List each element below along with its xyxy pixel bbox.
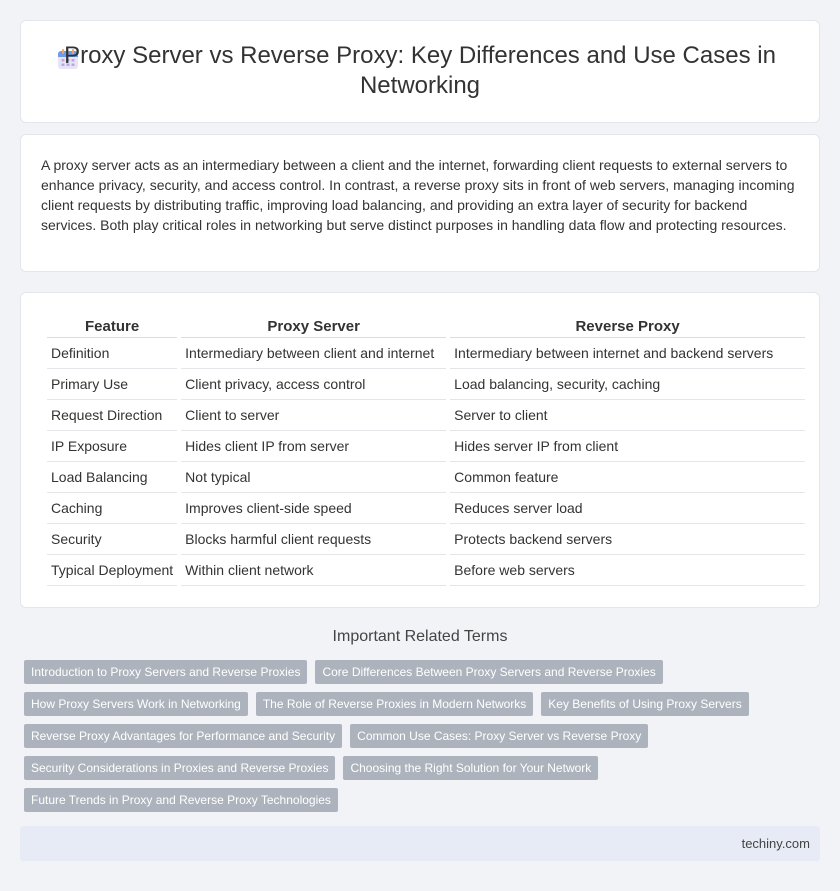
footer: [20, 826, 820, 861]
table-row: [47, 555, 805, 586]
table-cell: Server to client: [450, 400, 805, 431]
related-term-link[interactable]: Choosing the Right Solution for Your Network: [343, 756, 598, 780]
table-header-row: [47, 316, 805, 338]
table-cell: Typical Deployment: [47, 555, 177, 586]
intro-text: A proxy server acts as an intermediary between a client and the internet, forwarding client requests to external servers to enhance privacy, security, and access control. In contrast, a reverse proxy sits in front of web servers, managing incoming client requests by distributing traffic, improving load balancing, and providing an extra layer of security for backend services. Both play critical roles in networking but serve distinct purposes in handling data flow and protecting resources.: [41, 157, 795, 233]
table-cell: Client to server: [181, 400, 446, 431]
column-header-reverse-proxy: Reverse Proxy: [450, 316, 805, 338]
related-terms-list: [24, 660, 784, 812]
table-row: [47, 400, 805, 431]
table-cell: Not typical: [181, 462, 446, 493]
related-terms-title: Important Related Terms: [332, 628, 508, 645]
table-cell: Hides client IP from server: [181, 431, 446, 462]
related-term-link[interactable]: How Proxy Servers Work in Networking: [24, 692, 248, 716]
table-row: [47, 431, 805, 462]
related-term-link[interactable]: Reverse Proxy Advantages for Performance and Security: [24, 724, 342, 748]
related-term-link[interactable]: Introduction to Proxy Servers and Reverse Proxies: [24, 660, 307, 684]
table-cell: Load balancing, security, caching: [450, 369, 805, 400]
column-header-proxy-server: Proxy Server: [181, 316, 446, 338]
table-row: [47, 369, 805, 400]
table-cell: Intermediary between internet and backend servers: [450, 338, 805, 369]
table-row: [47, 493, 805, 524]
table-cell: Reduces server load: [450, 493, 805, 524]
table-cell: Security: [47, 524, 177, 555]
table-cell: Client privacy, access control: [181, 369, 446, 400]
table-cell: Intermediary between client and internet: [181, 338, 446, 369]
table-row: [47, 462, 805, 493]
related-term-link[interactable]: The Role of Reverse Proxies in Modern Networks: [256, 692, 533, 716]
table-cell: Primary Use: [47, 369, 177, 400]
column-header-feature: Feature: [47, 316, 177, 338]
table-cell: Definition: [47, 338, 177, 369]
comparison-table-card: [20, 292, 820, 608]
table-cell: Caching: [47, 493, 177, 524]
table-cell: Load Balancing: [47, 462, 177, 493]
related-term-link[interactable]: Core Differences Between Proxy Servers and Reverse Proxies: [315, 660, 662, 684]
related-term-link[interactable]: Future Trends in Proxy and Reverse Proxy Technologies: [24, 788, 338, 812]
table-cell: Improves client-side speed: [181, 493, 446, 524]
related-term-link[interactable]: Common Use Cases: Proxy Server vs Reverse Proxy: [350, 724, 648, 748]
comparison-table: [43, 316, 809, 586]
table-cell: Common feature: [450, 462, 805, 493]
table-cell: Before web servers: [450, 555, 805, 586]
related-term-link[interactable]: Security Considerations in Proxies and Reverse Proxies: [24, 756, 335, 780]
table-cell: Protects backend servers: [450, 524, 805, 555]
table-cell: Hides server IP from client: [450, 431, 805, 462]
table-row: [47, 524, 805, 555]
footer-site-name: techiny.com: [741, 836, 810, 851]
header-card: [20, 20, 820, 123]
table-cell: Within client network: [181, 555, 446, 586]
page-title: Proxy Server vs Reverse Proxy: Key Differences and Use Cases in Networking: [64, 42, 776, 99]
table-cell: IP Exposure: [47, 431, 177, 462]
table-cell: Blocks harmful client requests: [181, 524, 446, 555]
table-row: [47, 338, 805, 369]
intro-card: [20, 134, 820, 272]
table-cell: Request Direction: [47, 400, 177, 431]
related-term-link[interactable]: Key Benefits of Using Proxy Servers: [541, 692, 748, 716]
